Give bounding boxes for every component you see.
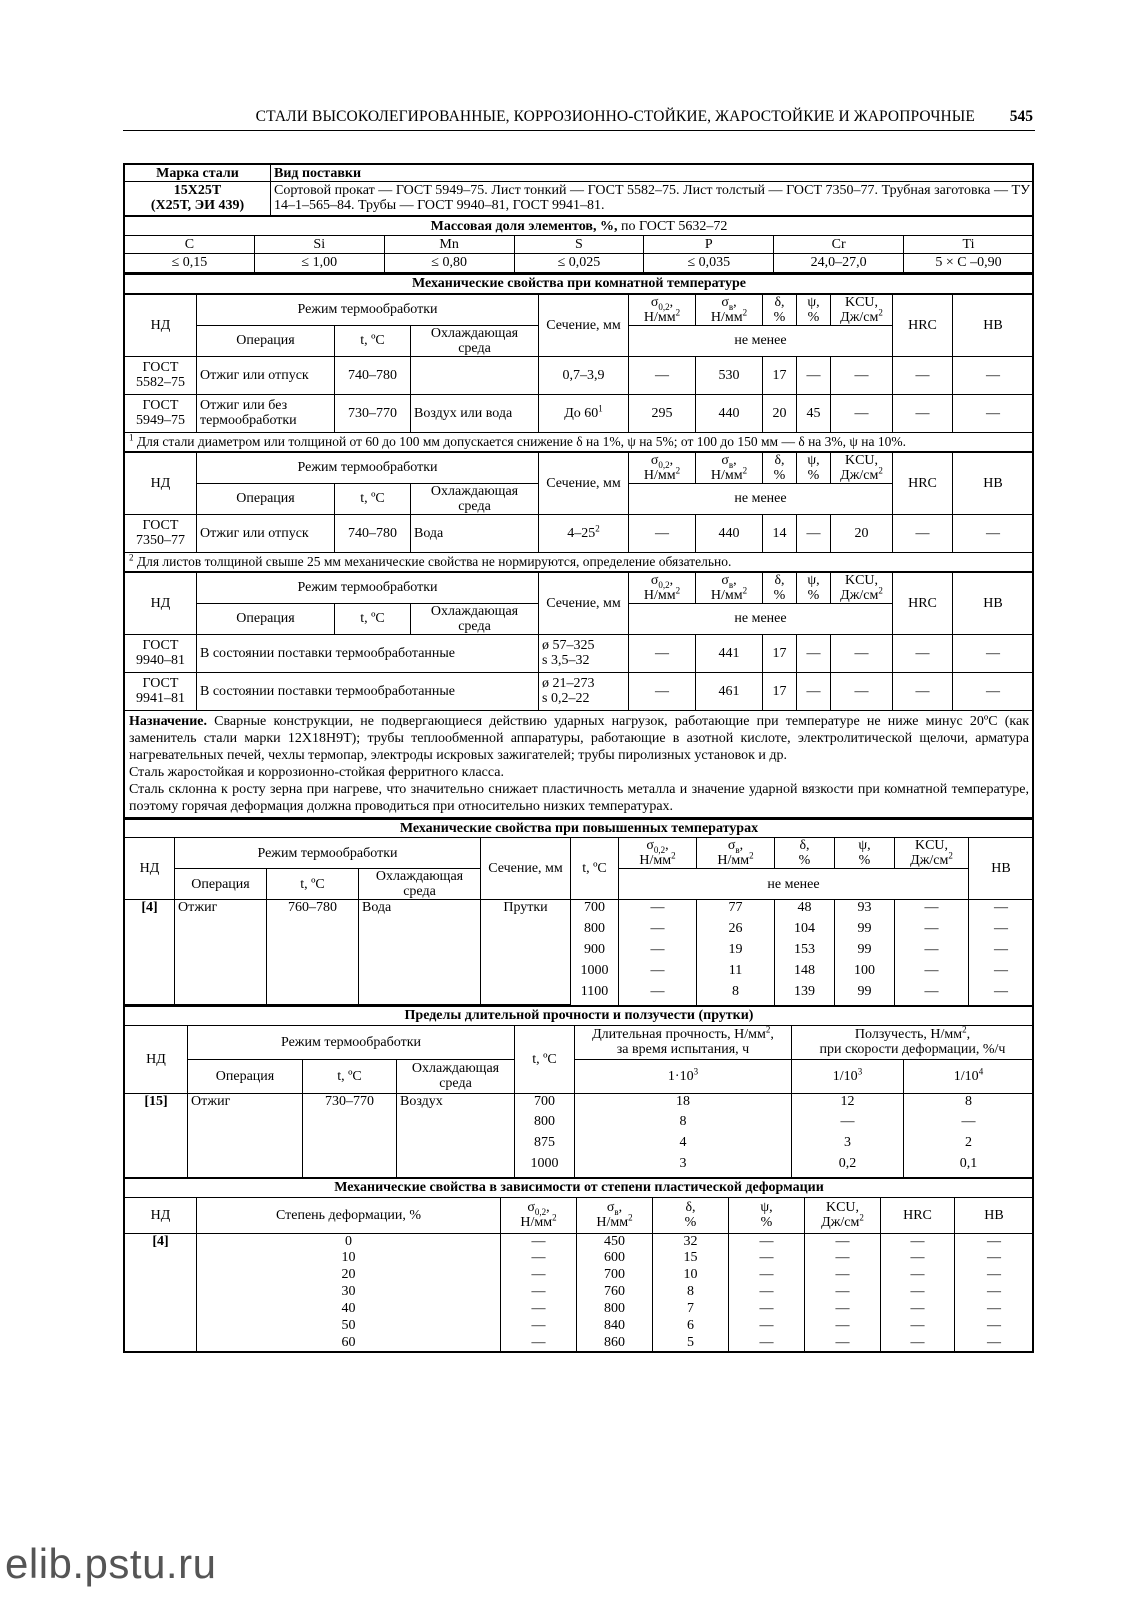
table-row [125,1284,1034,1301]
element-value: ≤ 0,025 [514,253,644,272]
cell-section: 0,7–3,9 [539,356,629,394]
cell: Отжиг или без термообработки [197,394,335,432]
cell: — [831,356,893,394]
cell-section: $4-25^2$ [539,514,629,552]
grade-name: 15Х25Т (Х25Т, ЭИ 439) [125,182,271,216]
cell: 10 [197,1250,501,1267]
table-row [125,1250,1034,1267]
header-mode: Режим термообработки [197,572,539,603]
cell: — [805,1335,881,1352]
cell: — [895,900,969,921]
element-value: ≤ 0,15 [125,253,255,272]
table-row [125,514,1034,552]
cell: — [895,963,969,984]
table-row [125,634,1034,672]
cell: — [501,1335,577,1352]
cell: ГОСТ 5582–75 [125,356,197,394]
header-section: Сечение, мм [539,294,629,356]
element-value: 5 × C –0,90 [904,253,1034,272]
cell: 100 [835,963,895,984]
cell-section: До $60^1$ [539,394,629,432]
header-psi: ψ, % [797,572,831,603]
cell: 700 [577,1267,653,1284]
cell: — [881,1284,955,1301]
cell: — [969,900,1034,921]
cell-op: Отжиг [188,1093,303,1177]
header-t: t, ºС [335,603,411,634]
cell: ГОСТ 9940–81 [125,634,197,672]
cell: — [881,1318,955,1335]
header-tc: t, ºС [571,838,619,900]
cell: — [729,1267,805,1284]
cell: 8 [653,1284,729,1301]
cell: — [805,1301,881,1318]
cell: 153 [775,942,835,963]
cell: — [953,634,1034,672]
running-header [123,106,1035,131]
cell: 4 [575,1135,792,1156]
header-hb: HB [953,452,1034,514]
cell-nd: [4] [125,1233,197,1352]
header-section: Сечение, мм [481,838,571,900]
table-row [125,672,1034,710]
cell: 17 [763,672,797,710]
cell: — [831,634,893,672]
cell: — [969,984,1034,1005]
high-temp-block [124,819,1034,1005]
header-degree: Степень деформации, % [197,1197,501,1233]
cell: — [501,1301,577,1318]
cell: 441 [696,634,763,672]
header-cool: Охлаждающая среда [411,483,539,514]
header-psi: ψ, % [797,294,831,325]
cell: 440 [696,394,763,432]
header-op: Операция [197,483,335,514]
cell: — [501,1233,577,1250]
cell: — [729,1301,805,1318]
cell: — [881,1335,955,1352]
supply-label: Вид поставки [271,165,1034,182]
cell-nd: [15] [125,1093,188,1177]
header-cool: Охлаждающая среда [359,869,481,900]
cell: — [797,672,831,710]
header-section: Сечение, мм [539,452,629,514]
cell: 440 [696,514,763,552]
header-t: t, ºС [335,483,411,514]
element-value: 24,0–27,0 [774,253,904,272]
header-sv: $\sigma_в$, $Н/мм^2$ [696,572,763,603]
header-hb: HB [953,294,1034,356]
not-less: не менее [629,325,893,356]
deformation-block [124,1177,1034,1352]
header-hb: HB [955,1197,1034,1233]
element-c: C [125,235,255,253]
cell: — [953,356,1034,394]
cell: — [881,1267,955,1284]
cell: — [893,394,953,432]
element-p: P [644,235,774,253]
cell: 17 [763,634,797,672]
header-nd: НД [125,294,197,356]
header-psi: ψ, % [835,838,895,869]
cell [411,356,539,394]
cell: ГОСТ 7350–77 [125,514,197,552]
cell: ГОСТ 9941–81 [125,672,197,710]
header-hrc: HRC [893,294,953,356]
header-t: t, ºС [267,869,359,900]
cell: — [955,1335,1034,1352]
cell: 840 [577,1318,653,1335]
header-section: Сечение, мм [539,572,629,634]
cell: — [805,1233,881,1250]
cell: — [501,1318,577,1335]
header-creep: Ползучесть, $Н/мм^2$, при скорости деформации, %/ч [792,1025,1034,1059]
header-s02: $\sigma_{0,2}$, $Н/мм^2$ [629,572,696,603]
cell: 1000 [515,1156,575,1177]
not-less: не менее [629,603,893,634]
cell: 2 [904,1135,1034,1156]
cell: 875 [515,1135,575,1156]
cell: — [969,963,1034,984]
table-row [125,1318,1034,1335]
header-kcu: KCU, $Дж/см^2$ [831,572,893,603]
header-nd: НД [125,452,197,514]
cell: 19 [697,942,775,963]
cell: 900 [571,942,619,963]
element-value: ≤ 0,035 [644,253,774,272]
running-title: СТАЛИ ВЫСОКОЛЕГИРОВАННЫЕ, КОРРОЗИОННО-СТОЙКИЕ, ЖАРОСТОЙКИЕ И ЖАРОПРОЧНЫЕ [255,108,975,125]
header-hrc: HRC [893,452,953,514]
watermark: elib.pstu.ru [5,1540,217,1587]
cell: 5 [653,1335,729,1352]
element-value: ≤ 0,80 [384,253,514,272]
header-nd: НД [125,572,197,634]
cell: 26 [697,921,775,942]
header-s02: $\sigma_{0,2}$, $Н/мм^2$ [619,838,697,869]
cell: 0,1 [904,1156,1034,1177]
cell: — [629,672,696,710]
header-long-val: $1\cdot 10^3$ [575,1059,792,1093]
header-mode: Режим термообработки [175,838,481,869]
cell: — [797,634,831,672]
cell: 48 [775,900,835,921]
cell-cool: Вода [359,900,481,1005]
cell: — [729,1284,805,1301]
cell: 7 [653,1301,729,1318]
footnote-1: $^1$ Для стали диаметром или толщиной от 60 до 100 мм допускается снижение δ на 1%, ψ на 5%; от 100 до 150 мм — δ на 3%, ψ на 10%. [124,433,1034,452]
cell: 730–770 [335,394,411,432]
cell: — [895,921,969,942]
cell-nd: [4] [125,900,175,1005]
header-mode: Режим термообработки [197,294,539,325]
cell: 17 [763,356,797,394]
header-t: t, ºС [335,325,411,356]
cell: 3 [792,1135,904,1156]
header-nd: НД [125,1025,188,1093]
header-s02: $\sigma_{0,2}$, $Н/мм^2$ [501,1197,577,1233]
cell: 15 [653,1250,729,1267]
element-s: S [514,235,644,253]
cell: 295 [629,394,696,432]
cell: — [805,1284,881,1301]
cell: 60 [197,1335,501,1352]
cell: 461 [696,672,763,710]
header-sv: $\sigma_в$, $Н/мм^2$ [697,838,775,869]
cell: Воздух или вода [411,394,539,432]
cell: — [729,1233,805,1250]
room-temp-title: Механические свойства при комнатной температуре [125,274,1034,293]
purpose-paragraph: Назначение. Сварные конструкции, не подвергающиеся действию ударных нагрузок, работающие при температуре не ниже минус 20ºС (как заменитель стали марки 12Х18Н9Т); трубы теплообменной аппаратуры, работающие в азотной кислоте, электролитической щелочи, арматура нагревательных печей, чехлы термопар, электроды искровых зажигателей; трубы пиролизных установок и др. Сталь жаростойкая и коррозионно-стойкая ферритного класса. Сталь склонна к росту зерна при нагреве, что значительно снижает пластичность металла и значение ударной вязкости при комнатной температуре, поэтому горячая деформация должна проводиться при относительно низких температурах. [124,711,1034,819]
header-hrc: HRC [881,1197,955,1233]
header-psi: ψ, % [729,1197,805,1233]
cell: 6 [653,1318,729,1335]
cell: 8 [904,1093,1034,1114]
cell: 800 [571,921,619,942]
table-row [125,1267,1034,1284]
table-row [125,1301,1034,1318]
header-nd: НД [125,1197,197,1233]
table-row [125,356,1034,394]
cell: — [797,514,831,552]
cell: — [501,1250,577,1267]
cell: 50 [197,1318,501,1335]
table-row [125,900,1034,921]
supply-text: Сортовой прокат — ГОСТ 5949–75. Лист тонкий — ГОСТ 5582–75. Лист толстый — ГОСТ 7350–77. Трубная заготовка — ТУ 14–1–565–84. Трубы — ГОСТ 9940–81, ГОСТ 9941–81. [271,182,1034,216]
table-row [125,1233,1034,1250]
header-kcu: KCU, $Дж/см^2$ [895,838,969,869]
header-mode: Режим термообработки [197,452,539,483]
cell-t: 760–780 [267,900,359,1005]
not-less: не менее [619,869,969,900]
header-op: Операция [197,603,335,634]
cell: — [729,1250,805,1267]
cell-op: Отжиг [175,900,267,1005]
cell: — [955,1233,1034,1250]
cell-section: ø 21–273 s 0,2–22 [539,672,629,710]
cell: — [893,634,953,672]
table-row [125,394,1034,432]
creep-block [124,1005,1034,1177]
header-tc: t, ºС [515,1025,575,1093]
header-hb: HB [969,838,1034,900]
cell: 11 [697,963,775,984]
header-op: Операция [175,869,267,900]
cell: — [831,672,893,710]
cell: 99 [835,942,895,963]
cell: — [501,1267,577,1284]
cell: — [797,356,831,394]
cell: Отжиг или отпуск [197,356,335,394]
cell: 530 [696,356,763,394]
cell: 99 [835,921,895,942]
footnote-2: $^2$ Для листов толщиной свыше 25 мм механические свойства не нормируются, определение обязательно. [124,553,1034,572]
header-s02: $\sigma_{0,2}$, $Н/мм^2$ [629,294,696,325]
cell: — [619,900,697,921]
cell-op: В состоянии поставки термообработанные [197,672,539,710]
header-delta: δ, % [653,1197,729,1233]
element-mn: Mn [384,235,514,253]
cell: — [881,1233,955,1250]
header-cool: Охлаждающая среда [411,603,539,634]
cell: — [619,942,697,963]
cell: — [953,514,1034,552]
header-op: Операция [197,325,335,356]
cell: — [893,672,953,710]
header-sv: $\sigma_в$, $Н/мм^2$ [577,1197,653,1233]
cell: 860 [577,1335,653,1352]
cell: 800 [577,1301,653,1318]
cell: — [955,1318,1034,1335]
header-delta: δ, % [775,838,835,869]
element-value: ≤ 1,00 [254,253,384,272]
composition-title: Массовая доля элементов, %, по ГОСТ 5632–72 [125,218,1034,235]
cell: — [969,921,1034,942]
cell: 740–780 [335,514,411,552]
cell: — [881,1301,955,1318]
header-sv: $\sigma_в$, $Н/мм^2$ [696,452,763,483]
cell-section: ø 57–325 s 3,5–32 [539,634,629,672]
cell: — [955,1301,1034,1318]
cell: — [629,514,696,552]
cell: 148 [775,963,835,984]
cell: 8 [697,984,775,1005]
header-s02: $\sigma_{0,2}$, $Н/мм^2$ [629,452,696,483]
header-delta: δ, % [763,294,797,325]
cell: 93 [835,900,895,921]
composition-block [124,218,1034,273]
cell: 45 [797,394,831,432]
header-delta: δ, % [763,572,797,603]
cell: — [953,394,1034,432]
not-less: не менее [629,483,893,514]
cell: 32 [653,1233,729,1250]
cell: — [881,1250,955,1267]
room-temp-block [124,273,1034,819]
cell: — [729,1335,805,1352]
cell: 12 [792,1093,904,1114]
cell: 139 [775,984,835,1005]
cell: 30 [197,1284,501,1301]
cell: 104 [775,921,835,942]
header-long: Длительная прочность, $Н/мм^2$, за время испытания, ч [575,1025,792,1059]
header-kcu: KCU, $Дж/см^2$ [805,1197,881,1233]
cell: 18 [575,1093,792,1114]
cell: — [904,1114,1034,1135]
cell: — [629,356,696,394]
cell: 0 [197,1233,501,1250]
element-si: Si [254,235,384,253]
header-hb: HB [953,572,1034,634]
cell: — [955,1284,1034,1301]
grade-label: Марка стали [125,165,271,182]
cell: — [831,394,893,432]
cell: — [792,1114,904,1135]
cell: 40 [197,1301,501,1318]
cell: 8 [575,1114,792,1135]
cell: — [619,921,697,942]
cell: 3 [575,1156,792,1177]
cell: — [501,1284,577,1301]
header-kcu: KCU, $Дж/см^2$ [831,294,893,325]
cell: 740–780 [335,356,411,394]
cell: 700 [515,1093,575,1114]
cell: — [955,1267,1034,1284]
cell-t: 730–770 [303,1093,397,1177]
element-cr: Cr [774,235,904,253]
cell: 800 [515,1114,575,1135]
cell: ГОСТ 5949–75 [125,394,197,432]
cell: — [893,356,953,394]
header-sv: $\sigma_в$, $Н/мм^2$ [696,294,763,325]
header-mode: Режим термообработки [188,1025,515,1059]
cell: — [619,963,697,984]
cell: 20 [831,514,893,552]
header-kcu: KCU, $Дж/см^2$ [831,452,893,483]
cell: 77 [697,900,775,921]
cell: — [729,1318,805,1335]
cell: — [619,984,697,1005]
cell: — [629,634,696,672]
deformation-title: Механические свойства в зависимости от степени пластической деформации [125,1178,1034,1197]
cell: 1000 [571,963,619,984]
cell: 760 [577,1284,653,1301]
cell: Отжиг или отпуск [197,514,335,552]
high-temp-title: Механические свойства при повышенных температурах [125,820,1034,838]
cell: — [955,1250,1034,1267]
cell-cool: Воздух [397,1093,515,1177]
cell: 0,2 [792,1156,904,1177]
cell: — [953,672,1034,710]
cell: — [895,942,969,963]
cell: — [805,1318,881,1335]
header-t: t, ºС [303,1059,397,1093]
cell: 99 [835,984,895,1005]
creep-title: Пределы длительной прочности и ползучести (прутки) [125,1006,1034,1025]
header-nd: НД [125,838,175,900]
cell: 20 [197,1267,501,1284]
grade-block [124,164,1034,217]
cell: — [969,942,1034,963]
cell: Вода [411,514,539,552]
cell: — [805,1267,881,1284]
cell: — [805,1250,881,1267]
cell: 700 [571,900,619,921]
header-c2: $1/10^4$ [904,1059,1034,1093]
cell-section: Прутки [481,900,571,1005]
header-psi: ψ, % [797,452,831,483]
header-cool: Охлаждающая среда [397,1059,515,1093]
table-row [125,1335,1034,1352]
cell-op: В состоянии поставки термообработанные [197,634,539,672]
table-row [125,1093,1034,1114]
cell: 20 [763,394,797,432]
cell: 14 [763,514,797,552]
header-delta: δ, % [763,452,797,483]
header-c1: $1/10^3$ [792,1059,904,1093]
cell: 600 [577,1250,653,1267]
header-cool: Охлаждающая среда [411,325,539,356]
element-ti: Ti [904,235,1034,253]
header-hrc: HRC [893,572,953,634]
header-op: Операция [188,1059,303,1093]
cell: 10 [653,1267,729,1284]
cell: 1100 [571,984,619,1005]
cell: — [895,984,969,1005]
cell: — [893,514,953,552]
page-number: 545 [1009,108,1033,125]
cell: 450 [577,1233,653,1250]
